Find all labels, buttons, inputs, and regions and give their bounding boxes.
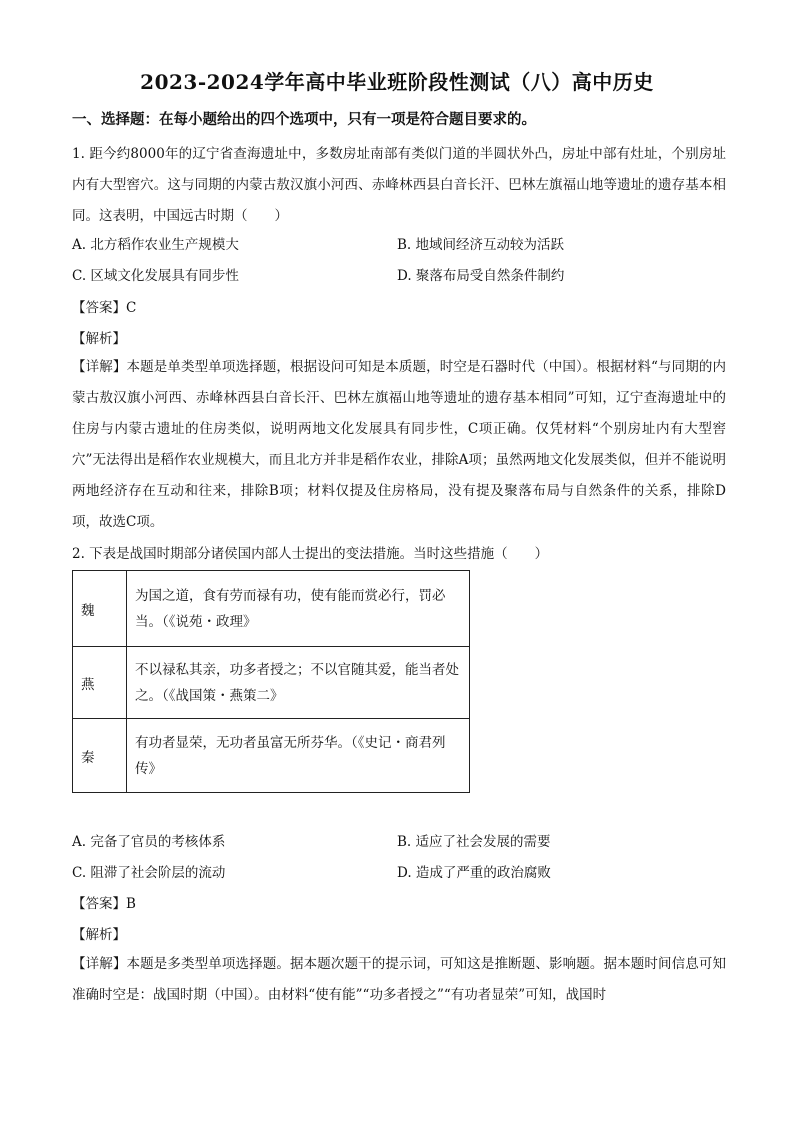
q1-option-b: B. 地域间经济互动较为活跃 xyxy=(397,237,565,253)
q2-answer: 【答案】B xyxy=(72,896,136,912)
q1-option-d: D. 聚落布局受自然条件制约 xyxy=(397,268,565,284)
q1-option-a: A. 北方稻作农业生产规模大 xyxy=(72,237,239,253)
section-heading: 一、选择题：在每小题给出的四个选项中，只有一项是符合题目要求的。 xyxy=(72,111,536,128)
reform-measures-table xyxy=(72,570,470,793)
state-cell-yan: 燕 xyxy=(73,647,127,719)
q1-option-c: C. 区域文化发展具有同步性 xyxy=(72,268,239,284)
q2-option-d: D. 造成了严重的政治腐败 xyxy=(397,865,551,881)
question-1-stem-block xyxy=(72,139,726,232)
table-row xyxy=(73,719,470,793)
measure-cell-wei: 为国之道，食有劳而禄有功，使有能而赏必行，罚必当。（《说苑・政理》 xyxy=(127,571,470,647)
state-cell-qin: 秦 xyxy=(73,719,127,793)
page-title: 2023-2024学年高中毕业班阶段性测试（八）高中历史 xyxy=(140,70,654,94)
q2-option-c: C. 阻滞了社会阶层的流动 xyxy=(72,865,226,881)
q1-answer: 【答案】C xyxy=(72,300,137,316)
question-2-stem: 2. 下表是战国时期部分诸侯国内部人士提出的变法措施。当时这些措施（ ） xyxy=(72,546,549,562)
question-1-stem: 1. 距今约8000年的辽宁省查海遗址中，多数房址南部有类似门道的半圆状外凸，房址中部有灶址，个别房址内有大型窖穴。这与同期的内蒙古敖汉旗小河西、赤峰林西县白音长汗、巴林左旗福山地等遗址的遗存基本相同。这表明，中国远古时期（ ） xyxy=(72,146,726,224)
state-cell-wei: 魏 xyxy=(73,571,127,647)
q1-analysis-label: 【解析】 xyxy=(72,331,126,347)
q2-option-b: B. 适应了社会发展的需要 xyxy=(397,834,551,850)
q2-detail: 【详解】本题是多类型单项选择题。据本题次题干的提示词，可知这是推断题、影响题。据本题时间信息可知准确时空是：战国时期（中国）。由材料“使有能”“功多者授之”“有功者显荣”可知，战国时 xyxy=(72,956,726,1003)
table-row xyxy=(73,571,470,647)
q2-detail-block xyxy=(72,949,726,1011)
q1-detail-block xyxy=(72,352,726,538)
table-row xyxy=(73,647,470,719)
question-2-stem-block xyxy=(72,539,726,570)
q1-detail: 【详解】本题是单类型单项选择题，根据设问可知是本质题，时空是石器时代（中国）。根据材料“与同期的内蒙古敖汉旗小河西、赤峰林西县白音长汗、巴林左旗福山地等遗址的遗存基本相同”可知，辽宁查海遗址中的住房与内蒙古遗址的住房类似，说明两地文化发展具有同步性，C项正确。仅凭材料“个别房址内有大型窖穴”无法得出是稻作农业规模大，而且北方并非是稻作农业，排除A项；虽然两地文化发展类似，但并不能说明两地经济存在互动和往来，排除B项；材料仅提及住房格局，没有提及聚落布局与自然条件的关系，排除D项，故选C项。 xyxy=(72,359,726,530)
q2-option-a: A. 完备了官员的考核体系 xyxy=(72,834,226,850)
measure-cell-yan: 不以禄私其亲，功多者授之；不以官随其爱，能当者处之。（《战国策・燕策二》 xyxy=(127,647,470,719)
measure-cell-qin: 有功者显荣，无功者虽富无所芬华。（《史记・商君列传》 xyxy=(127,719,470,793)
q2-analysis-label: 【解析】 xyxy=(72,927,126,943)
